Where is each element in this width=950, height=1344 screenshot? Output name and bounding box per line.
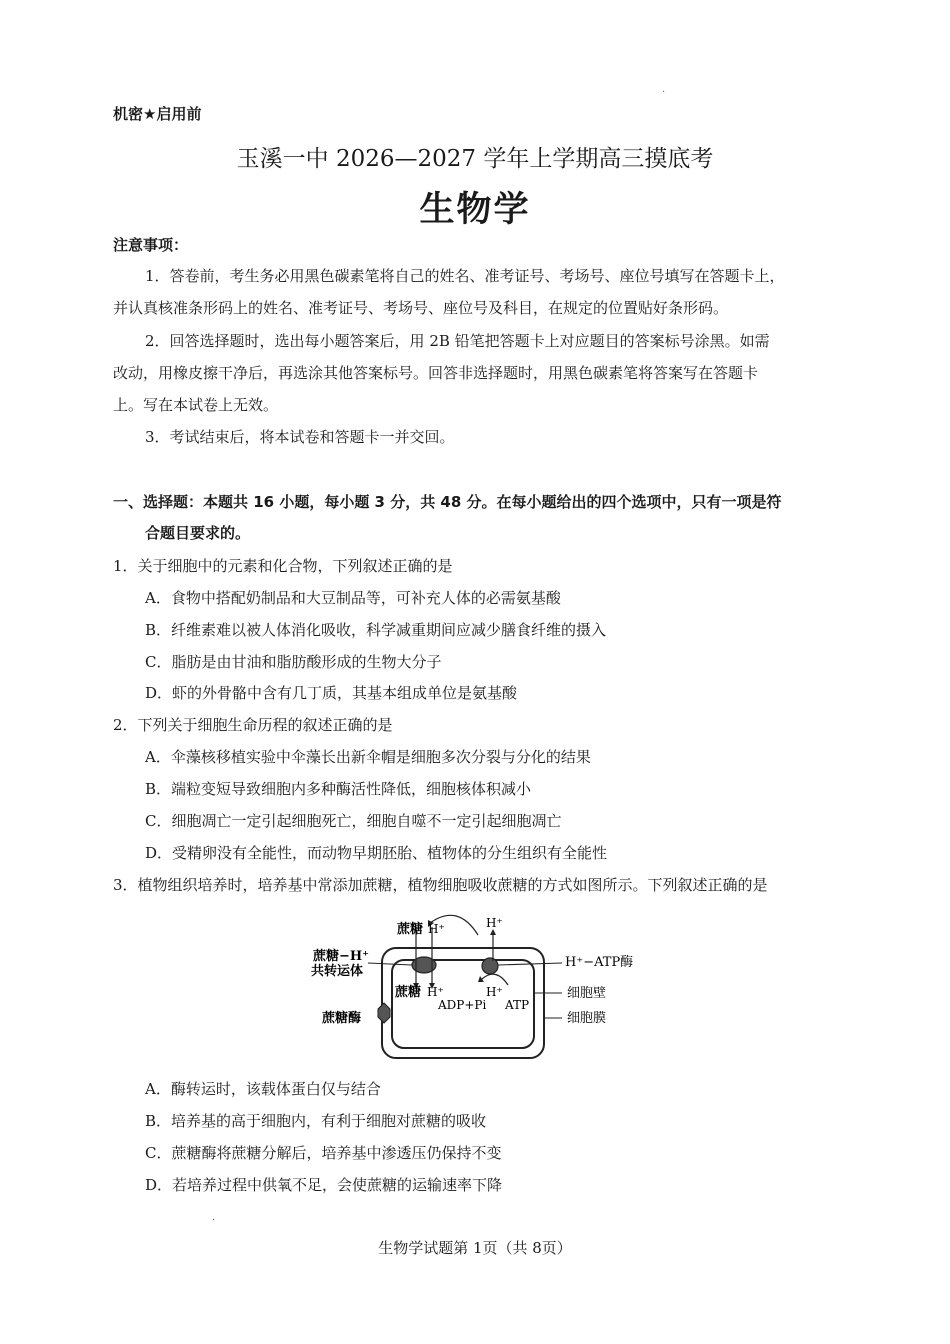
question-3-option-a: A．酶转运时，该载体蛋白仅与结合: [145, 1080, 381, 1098]
question-2-option-d: D．受精卵没有全能性，而动物早期胚胎、植物体的分生组织有全能性: [145, 844, 608, 862]
page-dot-mark: .: [662, 84, 666, 95]
atpase-protein: [482, 958, 498, 974]
page-footer: 生物学试题第 1页（共 8页）: [378, 1239, 572, 1257]
secret-label: 机密★启用前: [113, 105, 202, 123]
label-cell-wall: 细胞壁: [567, 986, 607, 1001]
label-h-inside-2: H⁺: [486, 985, 503, 999]
label-cotransporter-2: 共转运体: [311, 964, 364, 979]
question-3-stem: 3．植物组织培养时，培养基中常添加蔗糖，植物细胞吸收蔗糖的方式如图所示。下列叙述正确的是: [113, 876, 768, 894]
question-1-stem: 1．关于细胞中的元素和化合物，下列叙述正确的是: [113, 557, 453, 575]
notice-item-1-line-2: 并认真核准条形码上的姓名、准考证号、考场号、座位号及科目，在规定的位置贴好条形码。: [113, 299, 729, 317]
question-1-option-c: C．脂肪是由甘油和脂肪酸形成的生物大分子: [145, 653, 442, 671]
label-sucrose-inside: 蔗糖: [395, 985, 422, 1000]
label-sucrose-top: 蔗糖: [397, 922, 424, 937]
question-1-option-b: B．纤维素难以被人体消化吸收，科学减重期间应减少膳食纤维的摄入: [145, 621, 607, 639]
question-1-option-d: D．虾的外骨骼中含有几丁质，其基本组成单位是氨基酸: [145, 684, 518, 702]
section-heading-line-1: 一、选择题：本题共 16 小题，每小题 3 分，共 48 分。在每小题给出的四个选项中，只有一项是符: [113, 493, 782, 511]
label-atp: ATP: [505, 998, 530, 1012]
question-2-option-a: A．伞藻核移植实验中伞藻长出新伞帽是细胞多次分裂与分化的结果: [145, 748, 591, 766]
notice-item-3: 3．考试结束后，将本试卷和答题卡一并交回。: [145, 428, 455, 446]
question-3-option-b: B．培养基的高于细胞内，有利于细胞对蔗糖的吸收: [145, 1112, 487, 1130]
page-dot-mark-bottom: .: [212, 1212, 216, 1223]
question-2-option-c: C．细胞凋亡一定引起细胞死亡，细胞自噬不一定引起细胞凋亡: [145, 812, 562, 830]
label-adp-pi: ADP+Pi: [438, 998, 487, 1012]
sucrase-enzyme: [378, 1003, 390, 1023]
label-atpase: H⁺−ATP酶: [565, 955, 634, 970]
subject-title: 生物学: [419, 190, 531, 230]
label-h-up: H⁺: [486, 916, 503, 930]
notice-item-1-line-1: 1．答卷前，考生务必用黑色碳素笔将自己的姓名、准考证号、考场号、座位号填写在答题卡上，: [145, 267, 785, 285]
section-heading-line-2: 合题目要求的。: [145, 524, 251, 542]
question-2-option-b: B．端粒变短导致细胞内多种酶活性降低，细胞核体积减小: [145, 780, 532, 798]
question-3-option-d: D．若培养过程中供氧不足，会使蔗糖的运输速率下降: [145, 1176, 503, 1194]
question-1-option-a: A．食物中搭配奶制品和大豆制品等，可补充人体的必需氨基酸: [145, 589, 561, 607]
question-3-option-c: C．蔗糖酶将蔗糖分解后，培养基中渗透压仍保持不变: [145, 1144, 502, 1162]
label-cotransporter-1: 蔗糖−H⁺: [313, 949, 370, 964]
notice-item-2-line-3: 上。写在本试卷上无效。: [113, 396, 279, 414]
notice-item-2-line-1: 2．回答选择题时，选出每小题答案后，用 2B 铅笔把答题卡上对应题目的答案标号涂黑。如需: [145, 332, 770, 350]
notice-item-2-line-2: 改动，用橡皮擦干净后，再选涂其他答案标号。回答非选择题时，用黑色碳素笔将答案写在答题卡: [113, 364, 759, 382]
notice-heading: 注意事项：: [113, 236, 189, 254]
label-h-inside: H⁺: [427, 985, 444, 999]
question-2-stem: 2．下列关于细胞生命历程的叙述正确的是: [113, 716, 393, 734]
sucrose-uptake-diagram: [300, 905, 640, 1065]
label-cell-membrane: 细胞膜: [567, 1011, 607, 1026]
label-h-top: H⁺: [428, 922, 445, 936]
exam-title: 玉溪一中 2026—2027 学年上学期高三摸底考: [236, 146, 714, 172]
label-sucrase: 蔗糖酶: [322, 1011, 362, 1026]
